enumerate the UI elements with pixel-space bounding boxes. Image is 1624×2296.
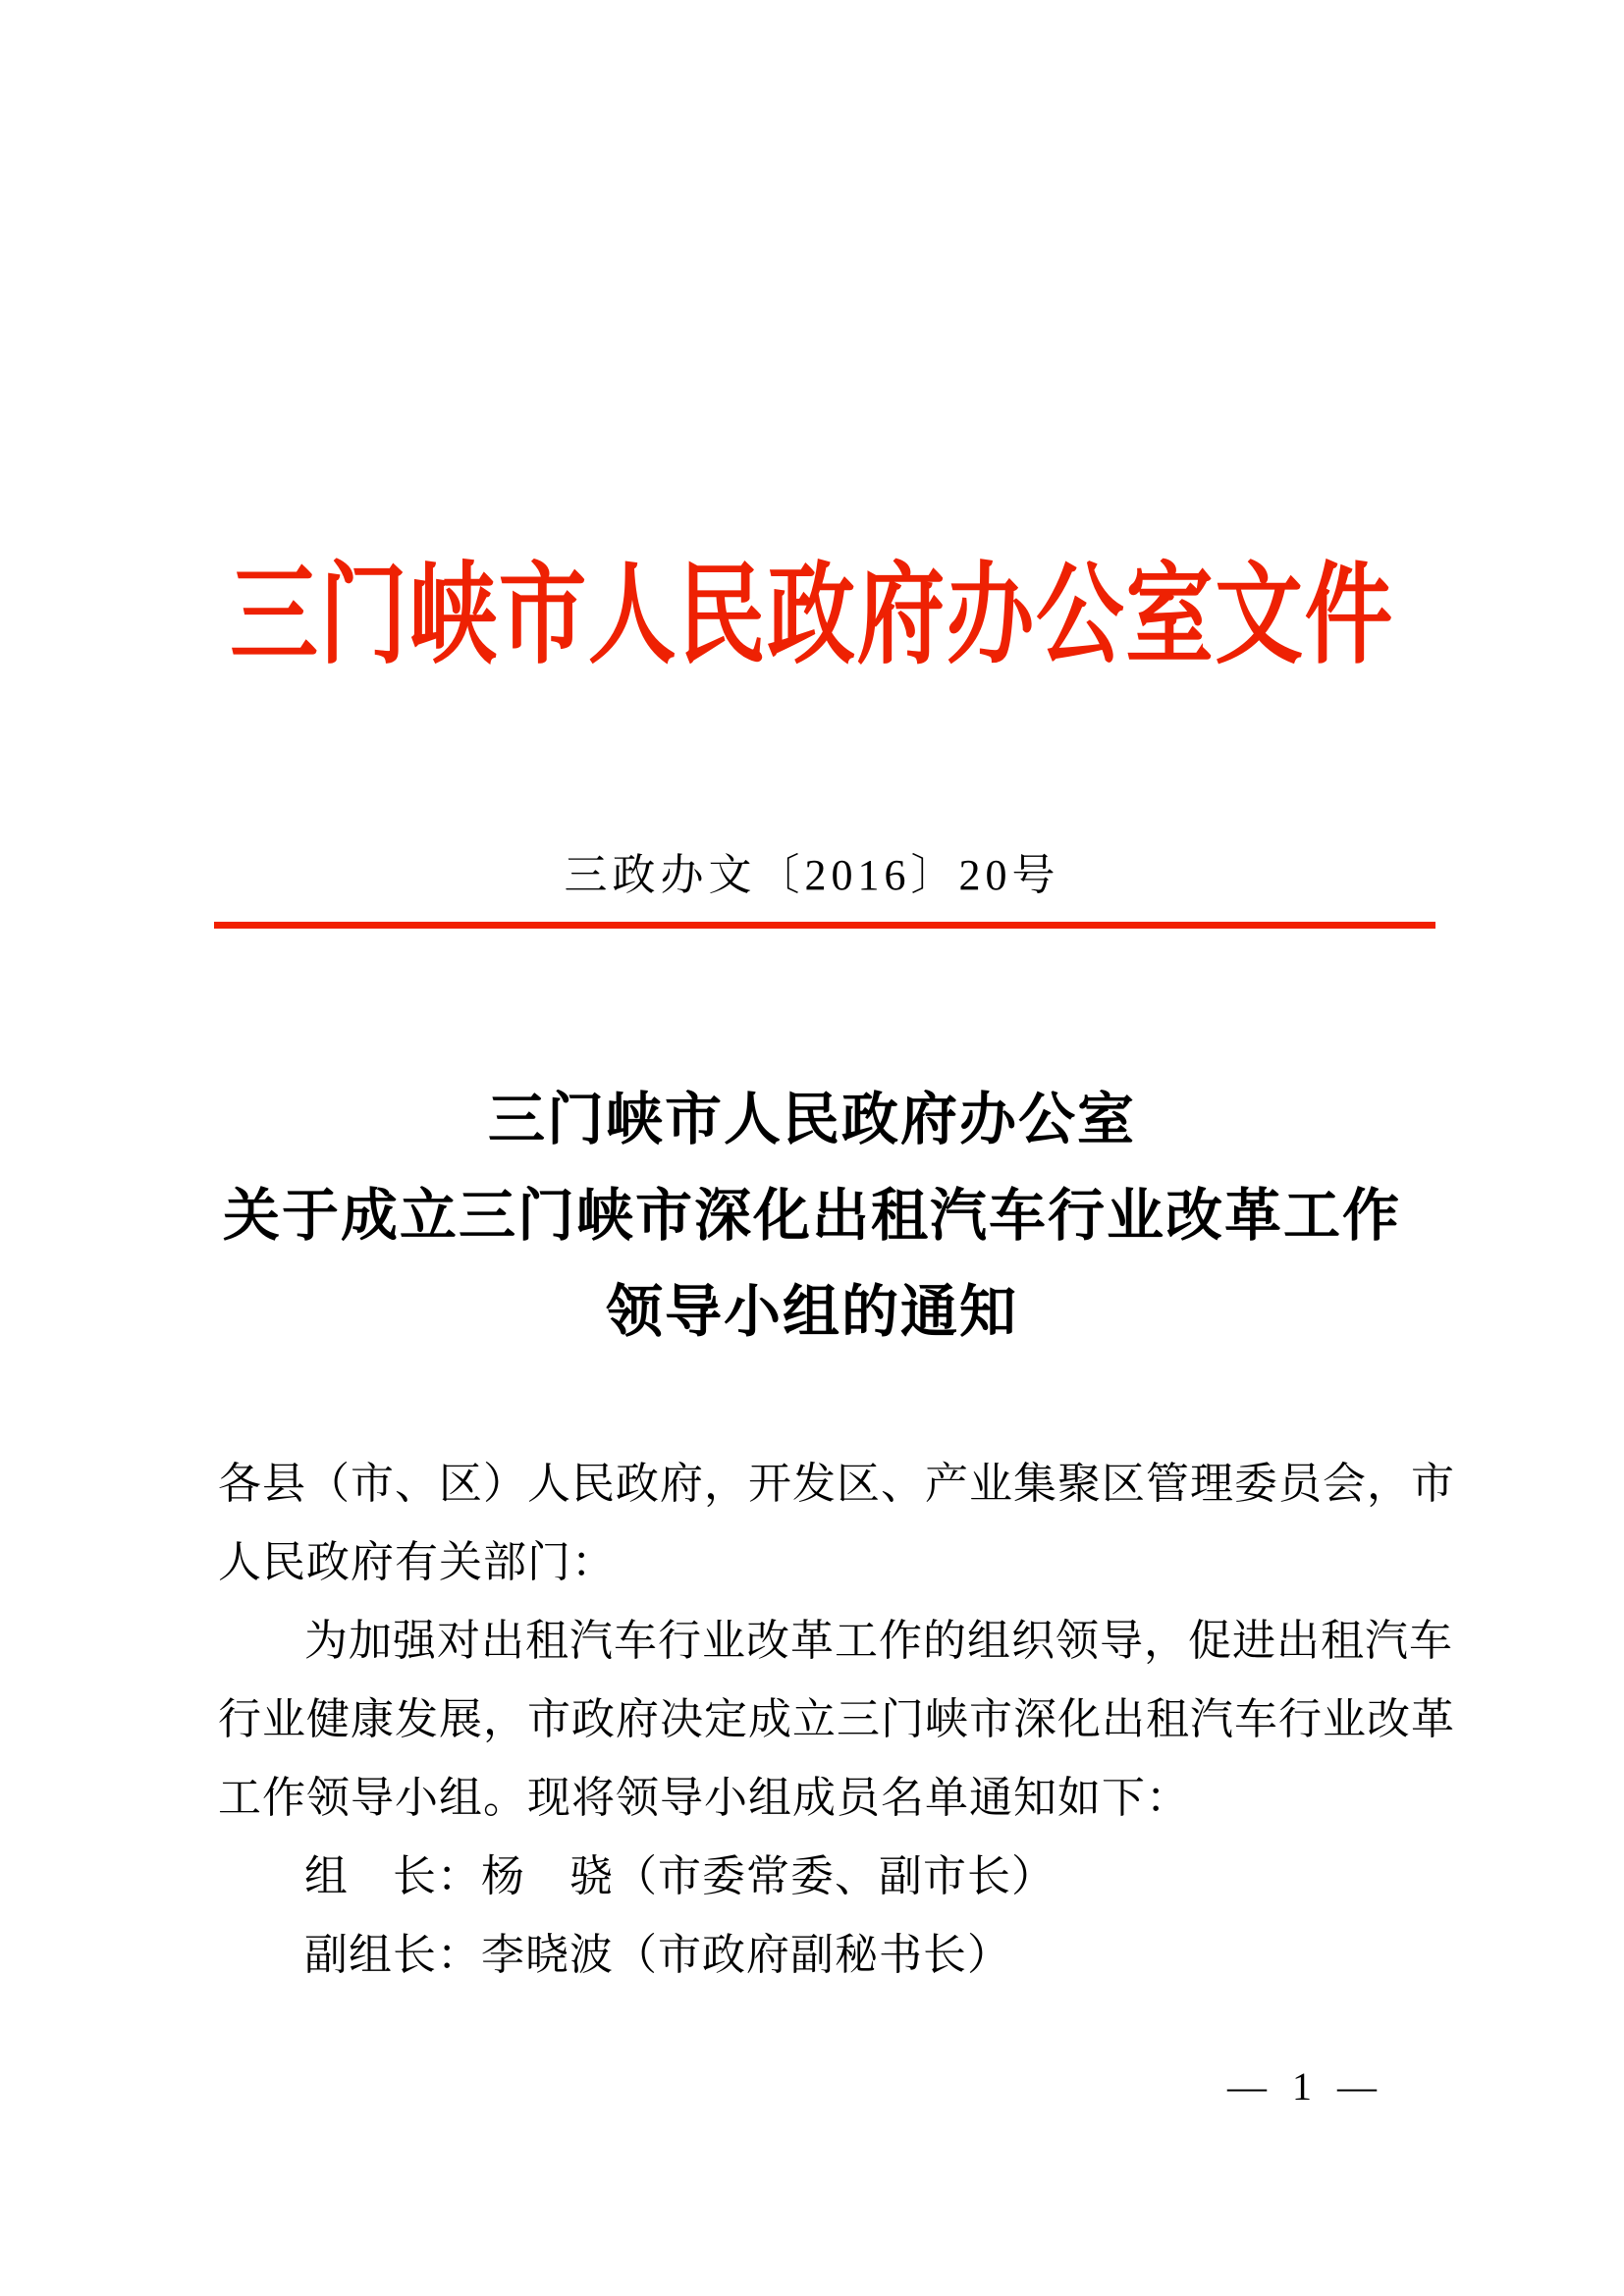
body-text-line: 行业健康发展，市政府决定成立三门峡市深化出租汽车行业改革 <box>218 1695 1455 1743</box>
document-body <box>218 1445 1455 1995</box>
body-text-line: 工作领导小组。现将领导小组成员名单通知如下： <box>218 1774 1190 1822</box>
body-text-line: 为加强对出租汽车行业改革工作的组织领导，促进出租汽车 <box>304 1617 1453 1665</box>
document-title-line-1: 三门峡市人民政府办公室 <box>487 1088 1136 1151</box>
document-title <box>0 1072 1624 1361</box>
document-title-line-2: 关于成立三门峡市深化出租汽车行业改革工作 <box>222 1184 1401 1248</box>
document-number: 三政办文〔2016〕20号 <box>564 851 1060 899</box>
body-text-line: 人民政府有关部门： <box>218 1538 616 1586</box>
body-text-line: 组 长：杨 骁（市委常委、副市长） <box>304 1852 1056 1900</box>
body-text-line: 副组长：李晓波（市政府副秘书长） <box>304 1931 1011 1979</box>
body-text-line: 各县（市、区）人民政府，开发区、产业集聚区管理委员会，市 <box>218 1460 1455 1508</box>
page-number: — 1 — <box>1227 2064 1384 2109</box>
red-divider-line <box>214 922 1435 929</box>
red-header-title: 三门峡市人民政府办公室文件 <box>230 556 1394 677</box>
document-title-line-3: 领导小组的通知 <box>605 1280 1018 1344</box>
